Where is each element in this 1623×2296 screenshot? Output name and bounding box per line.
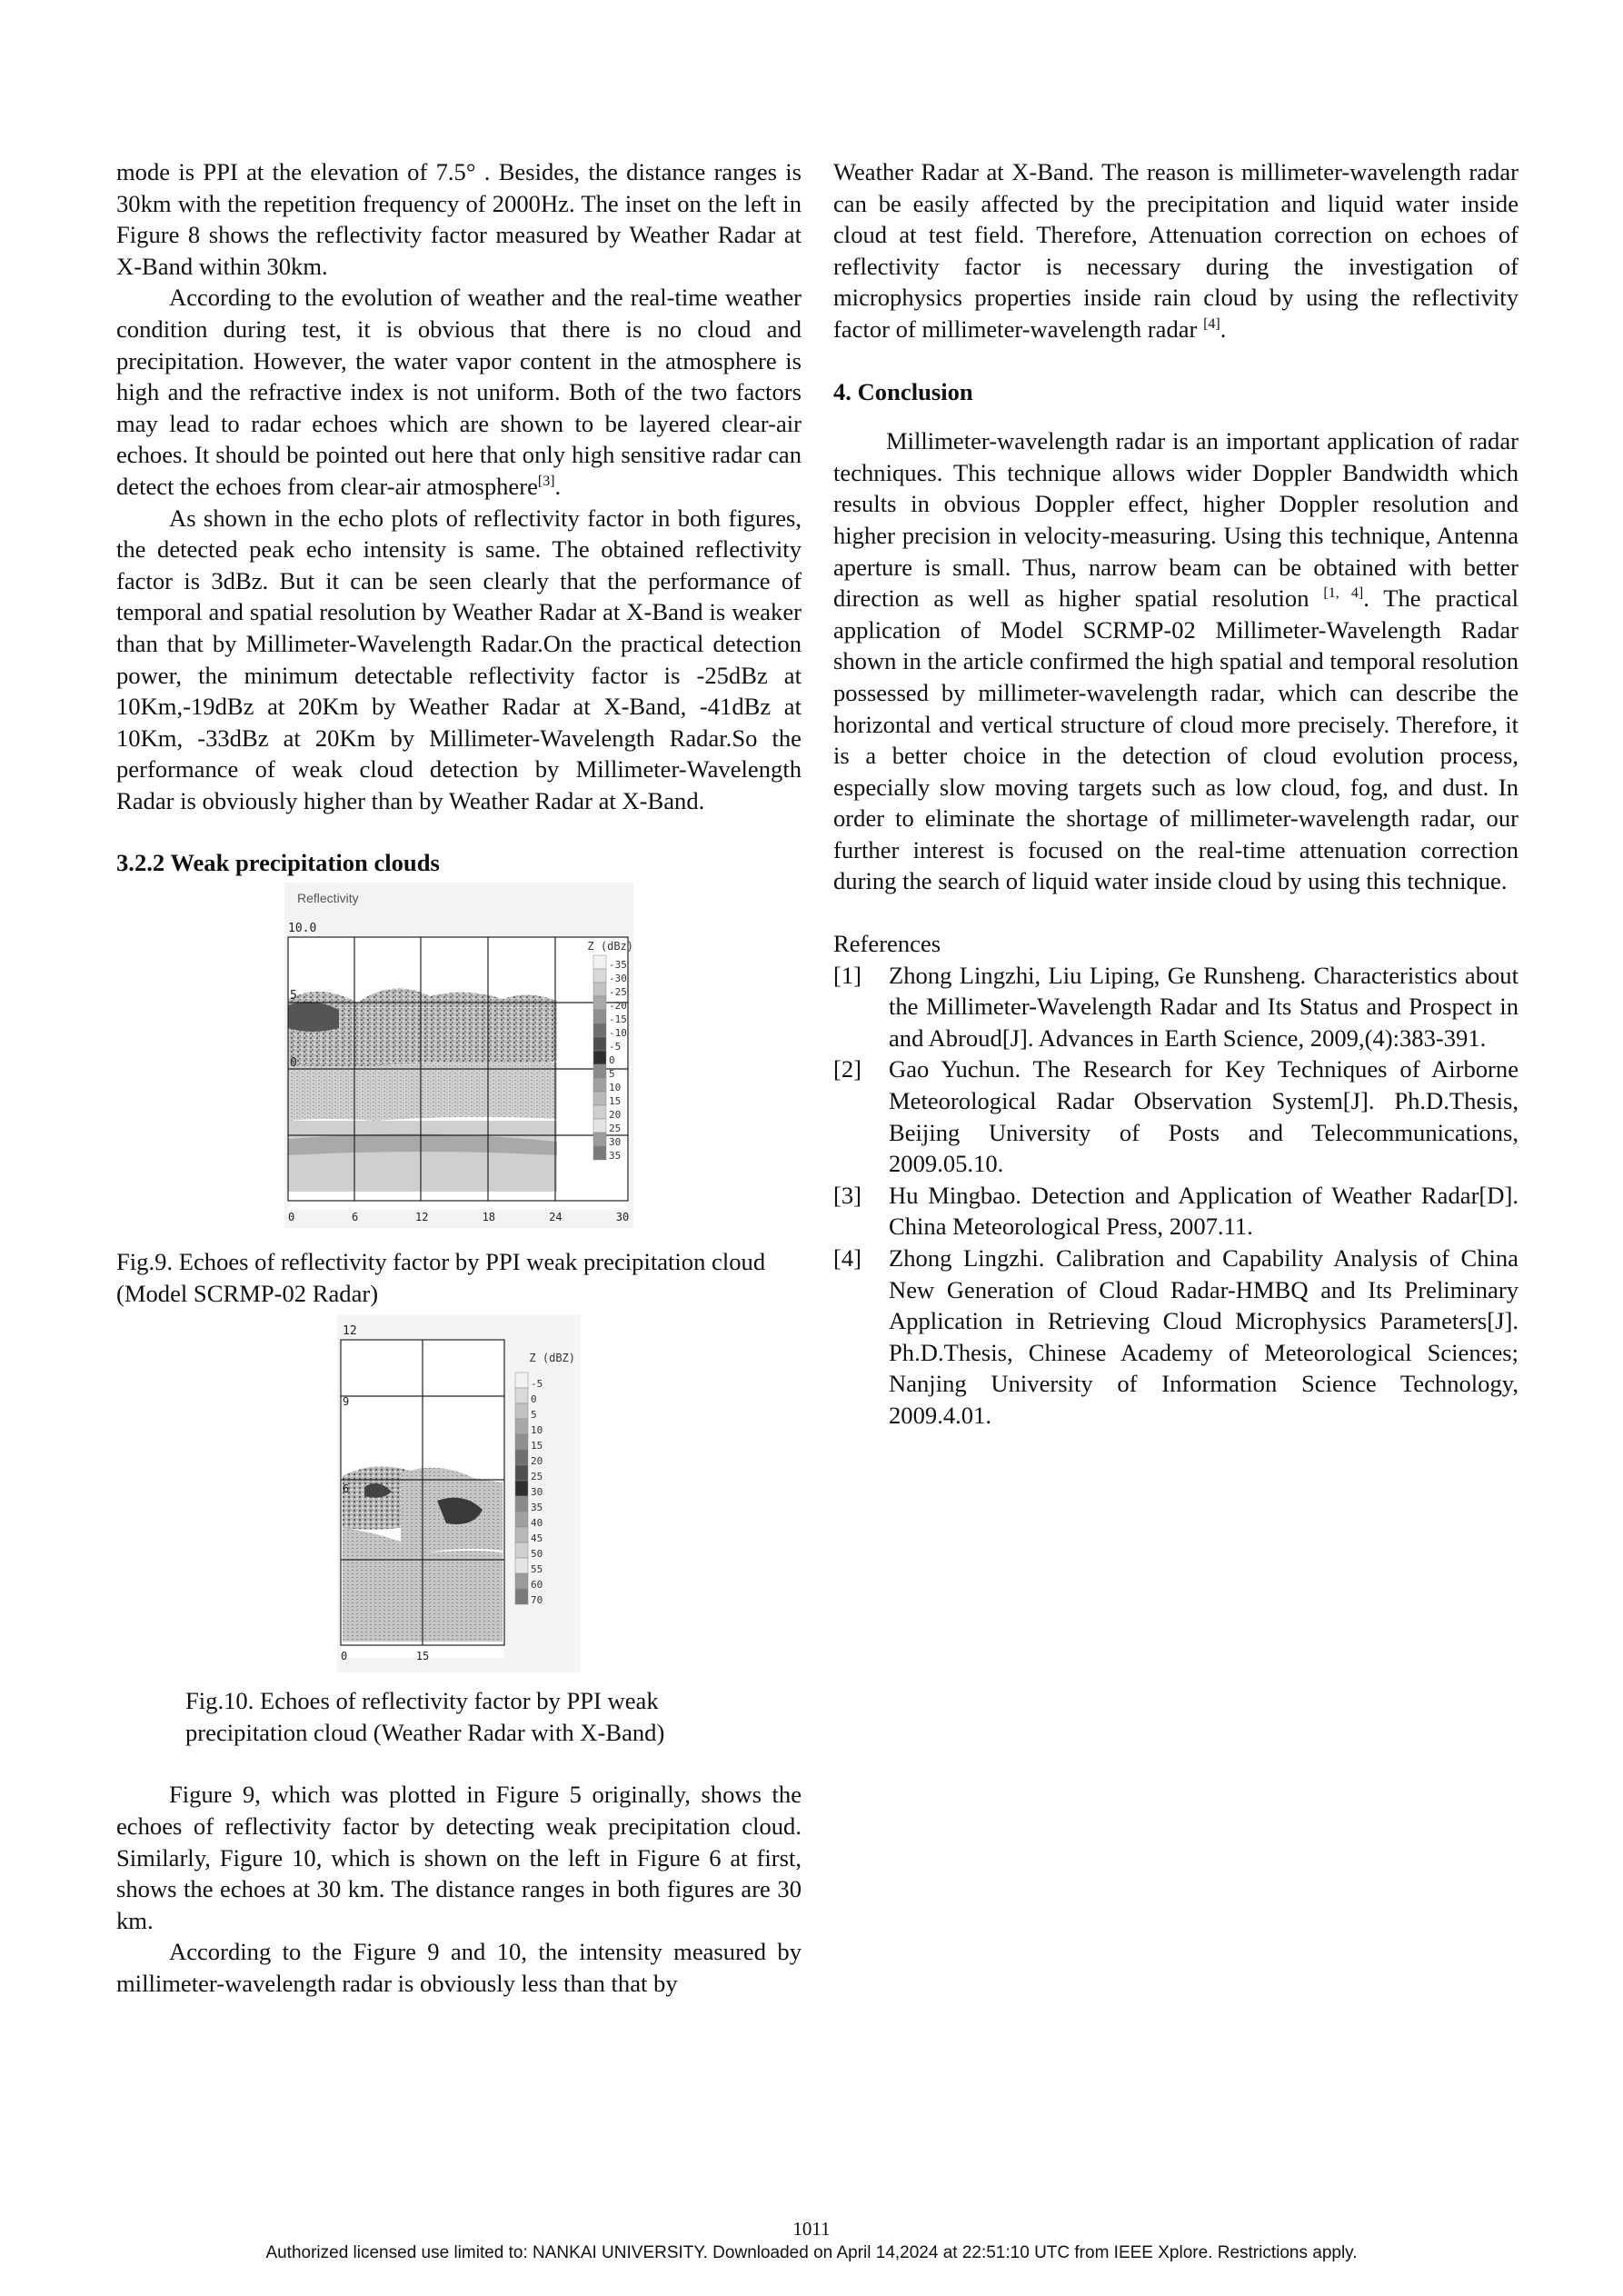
- scale-swatch: [515, 1558, 528, 1573]
- scale-swatch: [593, 1064, 606, 1078]
- scale-swatch: [593, 1010, 606, 1023]
- scale-swatch: [515, 1450, 528, 1465]
- section-heading: 3.2.2 Weak precipitation clouds: [116, 849, 440, 877]
- paragraph: mode is PPI at the elevation of 7.5° . Besides, the distance ranges is 30km with the repetition frequency of 2000Hz. The inset on the left in Figure 8 shows the reflectivity factor measured by Weather Radar at X-Band within 30km.: [116, 158, 802, 280]
- figure-10: [337, 1314, 581, 1672]
- reference-item: [1] Zhong Lingzhi, Liu Liping, Ge Runsheng. Characteristics about the Millimeter-Wavelength Radar and Its Status and Prospect in and Abroud[J]. Advances in Earth Science, 2009,(4):383-391.: [833, 961, 1518, 1052]
- figure-9: [284, 883, 633, 1228]
- scale-label: 55: [531, 1563, 543, 1576]
- scale-swatch: [593, 955, 606, 969]
- scale-swatch: [515, 1512, 528, 1527]
- scale-label: -10: [609, 1027, 627, 1040]
- axis-label: 5: [290, 989, 297, 1003]
- scale-swatch: [593, 1092, 606, 1105]
- scale-label: 50: [531, 1548, 543, 1561]
- scale-swatch: [515, 1403, 528, 1419]
- scale-swatch: [593, 983, 606, 996]
- axis-label: 0: [288, 1211, 295, 1224]
- axis-label: 10.0: [288, 922, 317, 936]
- figure-9-caption: Fig.9. Echoes of reflectivity factor by PPI weak precipitation cloud (Model SCRMP-02 Radar): [116, 1248, 766, 1307]
- scale-label: 5: [531, 1409, 537, 1422]
- axis-label: 15: [415, 1650, 430, 1663]
- citation[interactable]: [1, 4]: [1323, 585, 1364, 602]
- axis-label: 6: [351, 1211, 359, 1224]
- scale-swatch: [593, 1051, 606, 1064]
- figure-10-image: [337, 1314, 581, 1672]
- scale-label: 5: [609, 1068, 615, 1081]
- scale-swatch: [515, 1589, 528, 1604]
- scale-label: 0: [531, 1393, 537, 1406]
- paragraph: Figure 9, which was plotted in Figure 5 originally, shows the echoes of reflectivity factor by detecting weak precipitation cloud. Similarly, Figure 10, which is shown on the left in Figure 6 at first, shows the echoes at 30 km. The distance ranges in both figures are 30 km.: [116, 1781, 802, 1934]
- scale-label: -25: [609, 986, 627, 999]
- scale-label: 70: [531, 1594, 543, 1607]
- axis-label: 30: [615, 1211, 630, 1224]
- scale-swatch: [515, 1419, 528, 1434]
- scale-label: 25: [531, 1471, 543, 1483]
- left-column: [116, 156, 802, 2000]
- references-title: References: [833, 930, 941, 958]
- scale-swatch: [593, 1119, 606, 1133]
- scale-swatch: [515, 1434, 528, 1450]
- scale-label: 45: [531, 1532, 543, 1545]
- scale-label: -20: [609, 1000, 627, 1013]
- scale-swatch: [593, 996, 606, 1010]
- reference-item: [4] Zhong Lingzhi. Calibration and Capability Analysis of China New Generation of Cloud Radar-HMBQ and Its Preliminary Application in Retrieving Cloud Microphysics Parameters[J]. Ph.D.Thesis, Chinese Academy of Meteorological Sciences; Nanjing University of Information Science Technology, 2009.4.01.: [833, 1244, 1518, 1429]
- scale-swatch: [515, 1388, 528, 1403]
- paragraph: According to the Figure 9 and 10, the intensity measured by millimeter-wavelength radar is obviously less than that by: [116, 1938, 802, 1997]
- scale-swatch: [593, 1037, 606, 1051]
- scale-label: -5: [531, 1378, 543, 1391]
- scale-label: 40: [531, 1517, 543, 1530]
- scale-swatch: [515, 1542, 528, 1558]
- axis-label: 24: [549, 1211, 563, 1224]
- scale-swatch: [515, 1527, 528, 1542]
- scale-swatch: [515, 1465, 528, 1481]
- scale-swatch: [515, 1573, 528, 1589]
- axis-label: 0: [341, 1650, 348, 1663]
- scale-label: 15: [609, 1095, 622, 1108]
- paragraph: According to the evolution of weather and the real-time weather condition during test, it is obvious that there is no cloud and precipitation. However, the water vapor content in the atmosphere is high and the refractive index is not uniform. Both of the two factors may lead to radar echoes which are shown to be layered clear-air echoes. It should be pointed out here that only high sensitive radar can detect the echoes from clear-air atmosphere[3].: [116, 284, 802, 500]
- axis-label: 12: [414, 1211, 429, 1224]
- citation[interactable]: [4]: [1203, 316, 1220, 333]
- scale-swatch: [515, 1496, 528, 1512]
- scale-swatch: [593, 969, 606, 983]
- right-column: [833, 156, 1518, 1432]
- paragraph: Millimeter-wavelength radar is an important application of radar techniques. This technique allows wider Doppler Bandwidth which results in obvious Doppler effect, higher Doppler resolution and higher precision in velocity-measuring. Using this technique, Antenna aperture is small. Thus, narrow beam can be obtained with better direction as well as higher spatial resolution [1, 4]. The practical application of Model SCRMP-02 Millimeter-Wavelength Radar shown in the article confirmed the high spatial and temporal resolution possessed by millimeter-wavelength radar, which can describe the horizontal and vertical structure of cloud more precisely. Therefore, it is a better choice in the detection of cloud evolution process, especially slow moving targets such as low cloud, fog, and dust. In order to eliminate the shortage of millimeter-wavelength radar, our further interest is focused on the real-time attenuation correction during the search of liquid water inside cloud by using this technique.: [833, 427, 1519, 895]
- scale-label: 15: [531, 1440, 543, 1452]
- scale-label: -15: [609, 1013, 627, 1026]
- scale-swatch: [593, 1105, 606, 1119]
- scale-swatch: [593, 1133, 606, 1146]
- scale-swatch: [593, 1023, 606, 1037]
- axis-label: 9: [343, 1395, 350, 1409]
- scale-unit: Z (dBZ): [529, 1352, 575, 1365]
- scale-swatch: [515, 1481, 528, 1496]
- scale-label: 60: [531, 1579, 543, 1592]
- scale-unit: Z (dBz): [587, 940, 633, 953]
- section-heading: 4. Conclusion: [833, 377, 973, 405]
- axis-label: 0: [290, 1056, 297, 1071]
- reference-item: [3] Hu Mingbao. Detection and Application of Weather Radar[D]. China Meteorological Press, 2007.11.: [833, 1181, 1518, 1241]
- figure-10-caption: Fig.10. Echoes of reflectivity factor by PPI weak precipitation cloud (Weather Radar with X-Band): [185, 1687, 665, 1746]
- scale-label: 30: [609, 1136, 622, 1149]
- scale-label: -35: [609, 959, 627, 972]
- paragraph: As shown in the echo plots of reflectivity factor in both figures, the detected peak echo intensity is same. The obtained reflectivity factor is 3dBz. But it can be seen clearly that the performance of temporal and spatial resolution by Weather Radar at X-Band is weaker than that by Millimeter-Wavelength Radar.On the practical detection power, the minimum detectable reflectivity factor is -25dBz at 10Km,-19dBz at 20Km by Weather Radar at X-Band, -41dBz at 10Km, -33dBz at 20Km by Millimeter-Wavelength Radar.So the performance of weak cloud detection by Millimeter-Wavelength Radar is obviously higher than by Weather Radar at X-Band.: [116, 504, 802, 814]
- paragraph: Weather Radar at X-Band. The reason is millimeter-wavelength radar can be easily affected by the precipitation and liquid water inside cloud at test field. Therefore, Attenuation correction on echoes of reflectivity factor is necessary during the investigation of microphysics properties inside rain cloud by using the reflectivity factor of millimeter-wavelength radar [4].: [833, 158, 1518, 343]
- scale-label: -5: [609, 1041, 622, 1053]
- scale-label: 10: [531, 1424, 543, 1437]
- scale-swatch: [593, 1078, 606, 1092]
- reference-list: [833, 960, 1518, 1432]
- scale-label: 20: [531, 1455, 543, 1468]
- scale-label: 35: [609, 1150, 622, 1163]
- scale-label: -30: [609, 973, 627, 985]
- scale-label: 30: [531, 1486, 543, 1499]
- figure-title: Reflectivity: [297, 891, 359, 906]
- figure-9-image: [284, 883, 633, 1228]
- scale-swatch: [515, 1373, 528, 1388]
- scale-label: 35: [531, 1502, 543, 1514]
- scale-label: 25: [609, 1123, 622, 1135]
- axis-label: 18: [482, 1211, 496, 1224]
- license-footer: Authorized licensed use limited to: NANKAI UNIVERSITY. Downloaded on April 14,2024 at 22:51:10 UTC from IEEE Xplore. Restrictions apply.: [265, 2243, 1358, 2262]
- scale-label: 20: [609, 1109, 622, 1122]
- citation[interactable]: [3]: [537, 474, 555, 490]
- scale-swatch: [593, 1146, 606, 1160]
- axis-label: 6: [343, 1482, 350, 1496]
- scale-label: 10: [609, 1082, 622, 1094]
- axis-label: 12: [343, 1324, 357, 1339]
- reference-item: [2] Gao Yuchun. The Research for Key Techniques of Airborne Meteorological Radar Observation System[J]. Ph.D.Thesis, Beijing University of Posts and Telecommunications, 2009.05.10.: [833, 1055, 1518, 1178]
- scale-label: 0: [609, 1054, 615, 1067]
- page-number: 1011: [792, 2218, 831, 2240]
